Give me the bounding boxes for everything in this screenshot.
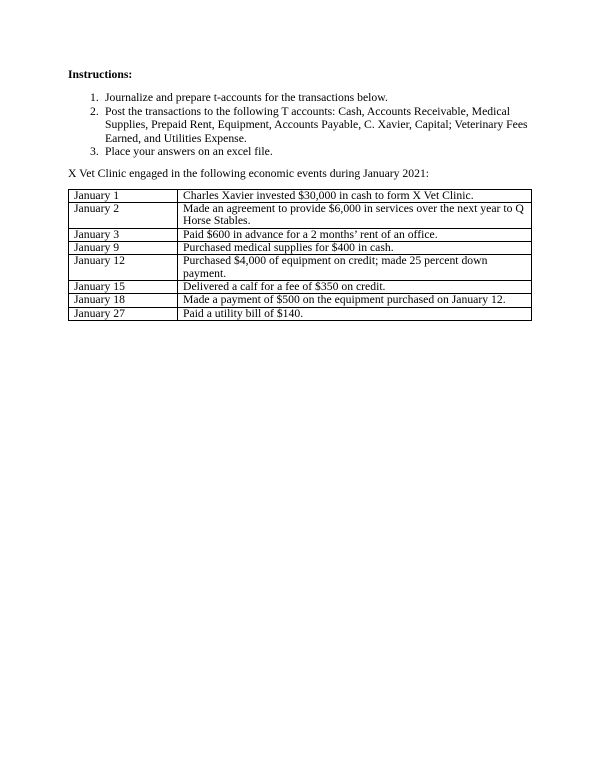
transaction-description: Charles Xavier invested $30,000 in cash to form X Vet Clinic. bbox=[178, 189, 532, 202]
transactions-table bbox=[68, 189, 532, 321]
instruction-item bbox=[68, 91, 532, 104]
transaction-description: Paid a utility bill of $140. bbox=[178, 307, 532, 320]
transaction-description: Made a payment of $500 on the equipment purchased on January 12. bbox=[178, 294, 532, 307]
transaction-date: January 15 bbox=[69, 280, 178, 293]
transaction-description: Purchased medical supplies for $400 in cash. bbox=[178, 242, 532, 255]
table-row bbox=[69, 307, 532, 320]
transaction-description: Purchased $4,000 of equipment on credit; made 25 percent down payment. bbox=[178, 255, 532, 281]
transaction-description: Made an agreement to provide $6,000 in services over the next year to Q Horse Stables. bbox=[178, 203, 532, 229]
instruction-text: Journalize and prepare t-accounts for the transactions below. bbox=[105, 91, 388, 105]
instruction-item bbox=[68, 145, 532, 158]
instruction-item bbox=[68, 105, 532, 145]
transaction-date: January 18 bbox=[69, 294, 178, 307]
transaction-date: January 2 bbox=[69, 203, 178, 229]
transaction-date: January 9 bbox=[69, 242, 178, 255]
document-content bbox=[68, 68, 532, 321]
table-row bbox=[69, 189, 532, 202]
table-row bbox=[69, 294, 532, 307]
instruction-number: 2. bbox=[90, 104, 99, 118]
table-row bbox=[69, 280, 532, 293]
instruction-text: Post the transactions to the following T accounts: Cash, Accounts Receivable, Medical Supplies, Prepaid Rent, Equipment, Accounts Payable, C. Xavier, Capital; Veterinary Fees Earned, and Utilities Expense. bbox=[105, 104, 528, 145]
instruction-number: 3. bbox=[90, 145, 99, 159]
transactions-table-body bbox=[69, 189, 532, 320]
table-row bbox=[69, 255, 532, 281]
transaction-date: January 3 bbox=[69, 228, 178, 241]
transaction-date: January 12 bbox=[69, 255, 178, 281]
instruction-number: 1. bbox=[90, 91, 99, 105]
table-row bbox=[69, 242, 532, 255]
transaction-description: Delivered a calf for a fee of $350 on credit. bbox=[178, 280, 532, 293]
table-row bbox=[69, 228, 532, 241]
transaction-date: January 1 bbox=[69, 189, 178, 202]
instructions-list bbox=[68, 91, 532, 158]
instruction-text: Place your answers on an excel file. bbox=[105, 145, 273, 159]
instructions-heading: Instructions: bbox=[68, 68, 133, 81]
intro-text: X Vet Clinic engaged in the following economic events during January 2021: bbox=[68, 167, 430, 181]
table-row bbox=[69, 203, 532, 229]
transaction-date: January 27 bbox=[69, 307, 178, 320]
transaction-description: Paid $600 in advance for a 2 months’ rent of an office. bbox=[178, 228, 532, 241]
